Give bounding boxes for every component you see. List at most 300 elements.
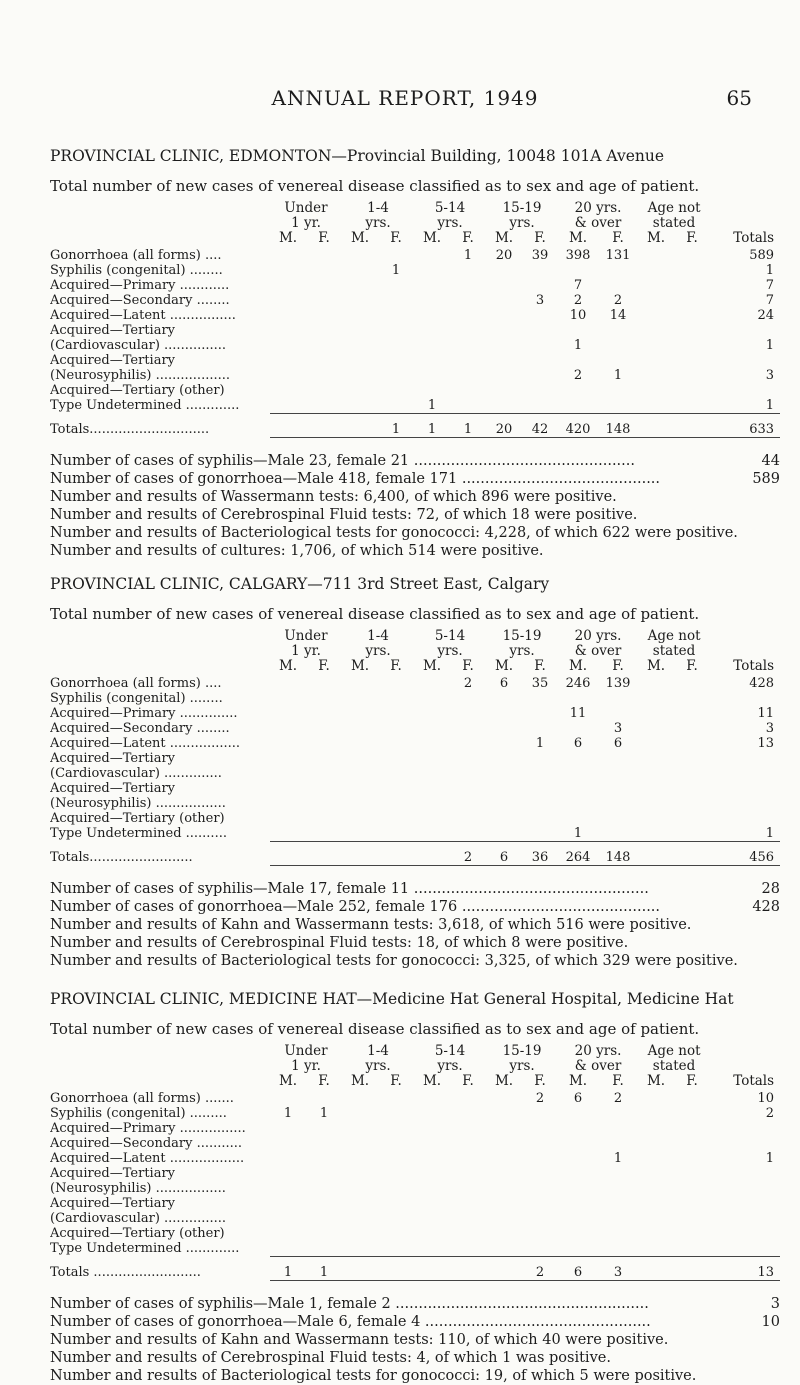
row-label: (Cardiovascular) ............... [50,1211,227,1226]
case-count [522,811,558,826]
case-count [486,1091,522,1106]
row-label: Acquired—Tertiary [50,1166,176,1181]
case-count [522,368,558,383]
case-count [638,796,674,811]
row-total: 7 [765,278,775,293]
age-group-header: 15-19 [502,201,542,216]
case-count [522,1181,558,1196]
row-label: (Neurosyphilis) ................. [50,796,226,811]
row-label: Acquired—Tertiary [50,781,176,796]
summary-text: Number and results of Bacteriological tests for gonococci: 4,228, of which 622 were positive. [50,525,738,541]
summary-line [50,1349,780,1367]
age-group-header: Under [284,1044,328,1059]
case-count [674,383,710,398]
table-row [50,1121,780,1136]
case-count [450,398,486,414]
case-count [306,278,342,293]
case-count [306,796,342,811]
case-count [342,1151,378,1166]
case-count [378,1226,414,1241]
male-header: M. [568,659,588,674]
row-total [710,383,780,398]
summary-text: Number of cases of syphilis—Male 1, female 2 ....................................................... [50,1295,649,1312]
page-header [50,86,760,116]
table-intro: Total number of new cases of venereal disease classified as to sex and age of patient. [50,177,700,195]
summary-line [50,1295,780,1313]
case-count: 7 [573,278,583,293]
case-count [270,1151,306,1166]
male-header: M. [350,1074,370,1089]
case-count [414,826,450,842]
male-header: M. [350,231,370,246]
totals-count: 148 [598,414,638,438]
case-count [598,398,638,414]
row-total [710,353,780,368]
case-count [522,691,558,706]
case-count [674,1121,710,1136]
row-total: 11 [757,706,775,721]
case-count [378,811,414,826]
case-count [450,1106,486,1121]
case-count [486,1226,522,1241]
case-count [450,1121,486,1136]
male-header: M. [278,659,298,674]
case-count [378,796,414,811]
case-count [342,398,378,414]
column-header-row [50,1059,780,1074]
case-count [638,1181,674,1196]
female-header: F. [534,231,546,246]
case-count [638,368,674,383]
case-count [306,1091,342,1106]
summary-notes [50,880,780,970]
summary-text: Number and results of Bacteriological tests for gonococci: 19, of which 5 were positive. [50,1367,697,1384]
case-count [486,383,522,398]
totals-count: 2 [450,842,486,866]
report-title: ANNUAL REPORT, 1949 [271,86,539,110]
age-group-header: 5-14 [434,629,466,644]
case-count [414,338,450,353]
age-group-header: 15-19 [502,1044,542,1059]
case-count [306,323,342,338]
case-count [450,368,486,383]
header-spacer [50,659,270,676]
case-count [558,751,598,766]
case-count [342,368,378,383]
age-group-header: stated [652,1059,696,1074]
row-label: Acquired—Primary ............ [50,278,230,293]
case-count [378,1091,414,1106]
case-count [270,293,306,308]
row-total [710,1181,780,1196]
table-row [50,1196,780,1211]
case-count [522,1166,558,1181]
age-group-header: yrs. [365,1059,391,1074]
case-count [522,308,558,323]
case-count [486,826,522,842]
case-count [306,676,342,691]
row-total [710,766,780,781]
row-total [710,796,780,811]
case-count [638,1196,674,1211]
male-header: M. [278,231,298,246]
summary-text: Number and results of Cerebrospinal Fluid tests: 72, of which 18 were positive. [50,507,638,523]
case-count [522,323,558,338]
case-count [558,1196,598,1211]
case-count: 1 [391,263,401,278]
case-count [598,1211,638,1226]
case-count [674,1106,710,1121]
case-count [306,706,342,721]
case-count [306,751,342,766]
case-count [558,781,598,796]
case-count [450,1241,486,1256]
case-count [342,1166,378,1181]
summary-value: 3 [770,1295,780,1312]
case-count [486,691,522,706]
table-row [50,263,780,278]
case-count [306,293,342,308]
age-group-header: 20 yrs. [574,629,622,644]
row-total [710,691,780,706]
cases-table [50,201,780,438]
totals-count: 1 [306,1256,342,1280]
totals-count [414,842,450,866]
age-group-header: Age not [647,201,701,216]
row-label: (Neurosyphilis) ................. [50,1181,226,1196]
row-label: Acquired—Primary ................ [50,1121,246,1136]
case-count [270,1091,306,1106]
case-count [450,766,486,781]
case-count [414,796,450,811]
summary-text: Number and results of Wassermann tests: 6,400, of which 896 were positive. [50,489,617,505]
summary-value: 10 [761,1313,780,1330]
case-count [270,263,306,278]
row-total: 3 [765,721,775,736]
case-count [674,796,710,811]
age-group-header: 1-4 [367,1044,389,1059]
case-count: 1 [573,826,583,841]
case-count: 6 [499,676,509,691]
totals-count: 42 [522,414,558,438]
totals-count [378,842,414,866]
case-count [378,721,414,736]
table-row [50,1241,780,1256]
table-row [50,248,780,263]
case-count: 20 [495,248,513,263]
age-group-header: 1 yr. [291,644,321,659]
summary-line [50,952,780,970]
case-count [306,1136,342,1151]
case-count [378,766,414,781]
case-count [450,263,486,278]
male-header: M. [494,659,514,674]
case-count [414,721,450,736]
totals-count [414,1256,450,1280]
case-count [342,1106,378,1121]
case-count [674,1241,710,1256]
header-spacer [50,1059,270,1074]
case-count [306,338,342,353]
case-count [486,353,522,368]
totals-count [306,414,342,438]
case-count [558,383,598,398]
case-count [486,1151,522,1166]
sex-header-row [50,231,780,248]
case-count [674,263,710,278]
table-row [50,1091,780,1106]
case-count [598,811,638,826]
case-count [306,1181,342,1196]
row-total [710,1166,780,1181]
table-row [50,353,780,368]
case-count [674,751,710,766]
case-count [450,1196,486,1211]
row-label: Acquired—Tertiary [50,751,176,766]
case-count [598,1106,638,1121]
grand-total: 13 [710,1256,780,1280]
clinic-heading: PROVINCIAL CLINIC, CALGARY—711 3rd Street East, Calgary [50,575,550,593]
male-header: M. [568,231,588,246]
case-count [378,1196,414,1211]
table-row [50,368,780,383]
age-group-header: stated [652,644,696,659]
summary-line [50,524,780,542]
header-spacer [710,629,780,644]
male-header: M. [422,1074,442,1089]
age-group-header: yrs. [509,644,535,659]
summary-text: Number of cases of gonorrhoea—Male 6, female 4 ................................................. [50,1313,651,1330]
row-total: 13 [757,736,775,751]
row-label: Acquired—Tertiary (other) [50,383,225,398]
case-count: 1 [573,338,583,353]
case-count [414,293,450,308]
case-count [414,1181,450,1196]
case-count [486,263,522,278]
case-count [414,1211,450,1226]
table-row [50,766,780,781]
case-count [342,338,378,353]
summary-line [50,506,780,524]
case-count [450,1136,486,1151]
table-row [50,1181,780,1196]
totals-row [50,414,780,438]
case-count [414,278,450,293]
age-group-header: yrs. [365,644,391,659]
male-header: M. [422,659,442,674]
female-header: F. [390,1074,402,1089]
female-header: F. [462,659,474,674]
row-total: 1 [765,1151,775,1166]
row-label: Acquired—Secondary ........ [50,293,230,308]
female-header: F. [686,659,698,674]
case-count [638,338,674,353]
case-count [486,811,522,826]
row-label: Acquired—Latent ................. [50,736,241,751]
case-count [638,1211,674,1226]
row-total: 2 [765,1106,775,1121]
age-group-header: yrs. [509,216,535,231]
case-count [270,1166,306,1181]
case-count [674,736,710,751]
case-count [522,781,558,796]
case-count: 35 [531,676,549,691]
case-count [598,278,638,293]
case-count [638,691,674,706]
case-count [486,293,522,308]
case-count [306,353,342,368]
case-count [486,736,522,751]
case-count [638,781,674,796]
case-count [306,811,342,826]
age-group-header: yrs. [437,1059,463,1074]
case-count [486,1181,522,1196]
row-total: 428 [749,676,775,691]
medicine-hat-clinic-section [50,990,780,1385]
sex-header-row [50,1074,780,1091]
case-count [378,691,414,706]
case-count [342,706,378,721]
case-count [598,1121,638,1136]
case-count [342,736,378,751]
totals-label: Totals .......................... [50,1264,201,1280]
case-count: 1 [427,398,437,413]
summary-value: 589 [752,471,780,487]
case-count [450,1166,486,1181]
row-label: Acquired—Primary .............. [50,706,238,721]
female-header: F. [534,659,546,674]
case-count [674,781,710,796]
summary-text: Number of cases of syphilis—Male 17, female 11 ................................................... [50,881,649,897]
totals-count: 20 [486,414,522,438]
row-label: Type Undetermined .......... [50,826,227,842]
row-total: 10 [757,1091,775,1106]
case-count [558,1106,598,1121]
case-count [342,691,378,706]
age-group-header: 1-4 [367,629,389,644]
row-total: 1 [765,398,775,413]
case-count [306,1241,342,1256]
case-count [486,1166,522,1181]
table-row [50,323,780,338]
case-count [414,1241,450,1256]
row-total: 1 [765,826,775,841]
table-row [50,1211,780,1226]
case-count [342,1091,378,1106]
case-count [450,736,486,751]
age-group-header: 20 yrs. [574,1044,622,1059]
case-count [306,248,342,263]
row-total: 589 [749,248,775,263]
age-group-header: 1 yr. [291,216,321,231]
table-row [50,1151,780,1166]
case-count: 3 [535,293,545,308]
male-header: M. [422,231,442,246]
case-count [638,676,674,691]
case-count [522,353,558,368]
case-count [450,721,486,736]
case-count [342,1181,378,1196]
case-count [414,736,450,751]
case-count [558,1241,598,1256]
case-count [414,1136,450,1151]
case-count [558,1151,598,1166]
case-count [598,263,638,278]
case-count [674,338,710,353]
case-count [414,368,450,383]
totals-count: 3 [598,1256,638,1280]
case-count [598,691,638,706]
case-count [270,781,306,796]
sex-header-row [50,659,780,676]
totals-count [342,414,378,438]
case-count [342,1241,378,1256]
case-count [306,1211,342,1226]
row-total: 1 [765,263,775,278]
case-count: 10 [569,308,587,323]
case-count [378,368,414,383]
table-row [50,706,780,721]
case-count [414,1226,450,1241]
case-count [450,278,486,293]
summary-line [50,1331,780,1349]
case-count [486,1196,522,1211]
column-header-row [50,1044,780,1059]
summary-notes [50,1295,780,1385]
case-count [342,1121,378,1136]
header-spacer [710,644,780,659]
case-count [558,721,598,736]
case-count [598,1166,638,1181]
case-count: 6 [573,736,583,751]
case-count [558,1166,598,1181]
case-count [306,383,342,398]
case-count: 1 [613,368,623,383]
clinic-heading: PROVINCIAL CLINIC, EDMONTON—Provincial Building, 10048 101A Avenue [50,147,665,165]
case-count [522,263,558,278]
case-count [638,398,674,414]
case-count [486,1241,522,1256]
row-total [710,1211,780,1226]
row-label: (Neurosyphilis) .................. [50,368,230,383]
case-count [450,751,486,766]
case-count [450,796,486,811]
row-total [710,1196,780,1211]
case-count [306,398,342,414]
case-count: 2 [613,293,623,308]
totals-count [674,414,710,438]
row-label: Gonorrhoea (all forms) .... [50,248,222,263]
case-count [378,751,414,766]
row-label: Acquired—Secondary ........... [50,1136,243,1151]
totals-count [486,1256,522,1280]
case-count [450,1181,486,1196]
case-count [378,1181,414,1196]
totals-count: 1 [270,1256,306,1280]
header-spacer [710,201,780,216]
case-count [378,826,414,842]
age-group-header: stated [652,216,696,231]
female-header: F. [612,659,624,674]
summary-line [50,542,780,560]
summary-text: Number of cases of syphilis—Male 23, female 21 ................................................ [50,453,635,469]
header-spacer [50,216,270,231]
case-count [270,1181,306,1196]
row-total [710,781,780,796]
case-count [486,368,522,383]
summary-line [50,916,780,934]
row-label: Gonorrhoea (all forms) ....... [50,1091,234,1106]
